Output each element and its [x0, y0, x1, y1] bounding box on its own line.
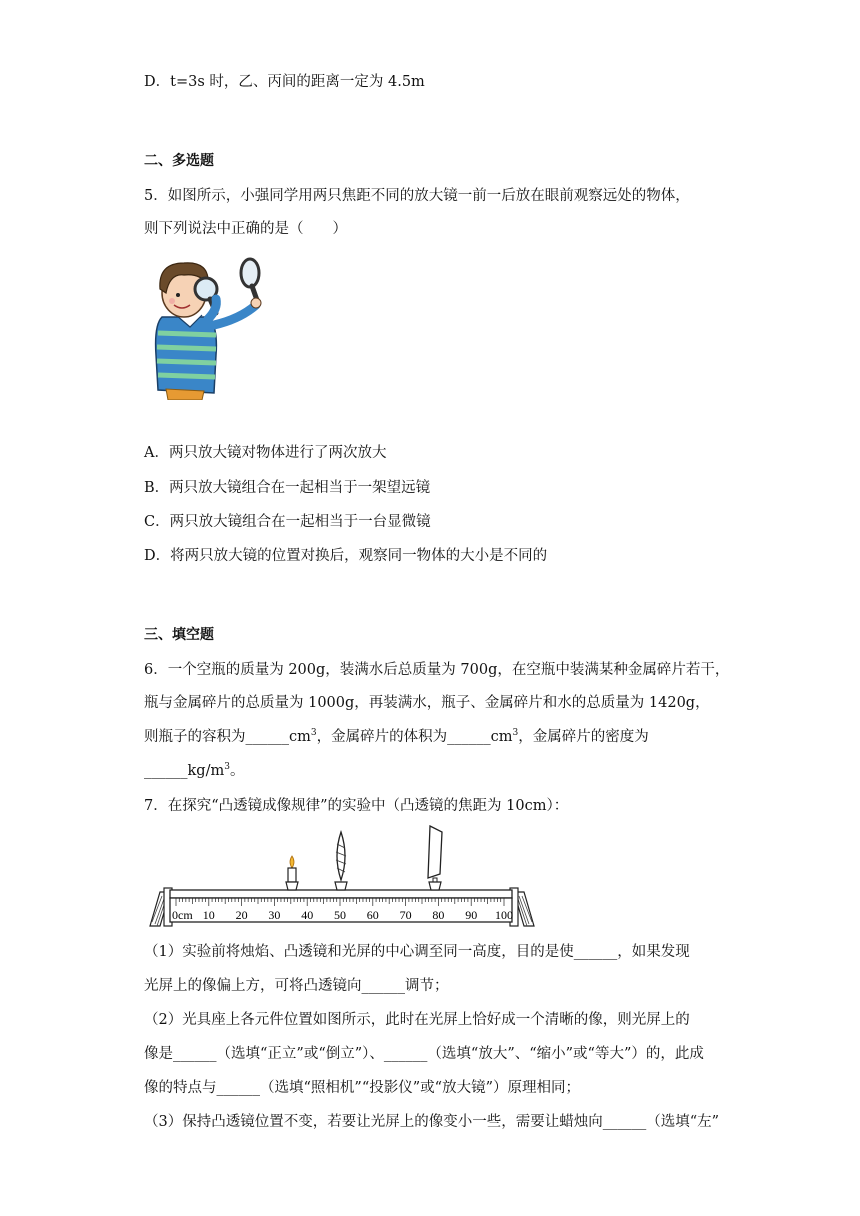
ruler-tick-label: 40 [301, 908, 314, 922]
q6-line3-part1: 则瓶子的容积为______cm [144, 729, 311, 745]
q7-part1-line1: （1）实验前将烛焰、凸透镜和光屏的中心调至同一高度，目的是使______，如果发现 [144, 944, 690, 960]
ruler-tick-label: 20 [235, 908, 248, 922]
q6-sup-volume1: 3 [310, 728, 317, 739]
ruler-tick-label: 90 [465, 908, 478, 922]
ruler-tick-label: 70 [399, 908, 412, 922]
q7-stem: 7．在探究“凸透镜成像规律”的实验中（凸透镜的焦距为 10cm）： [144, 798, 569, 814]
bench-left-stand [150, 888, 172, 926]
q7-part2-line1: （2）光具座上各元件位置如图所示，此时在光屏上恰好成一个清晰的像，则光屏上的 [144, 1012, 690, 1028]
q5-option-c: C．两只放大镜组合在一起相当于一台显微镜 [144, 514, 431, 530]
q6-line4-part2: 。 [229, 763, 245, 779]
q6-sup-density: 3 [224, 762, 230, 773]
optical-bench-figure [146, 822, 538, 930]
bench-right-stand [510, 888, 534, 926]
q5-option-a: A．两只放大镜对物体进行了两次放大 [144, 445, 387, 461]
ruler-tick-label: 100 [495, 908, 513, 922]
q6-line3-part2: ，金属碎片的体积为______cm [316, 729, 513, 745]
ruler-tick-label: 80 [432, 908, 445, 922]
q6-line1: 6．一个空瓶的质量为 200g，装满水后总质量为 700g，在空瓶中装满某种金属碎片若干， [144, 662, 730, 678]
ruler-tick-label: 50 [334, 908, 346, 922]
boy-with-magnifiers-illustration [144, 255, 274, 400]
q7-part1-line2: 光屏上的像偏上方，可将凸透镜向______调节； [144, 978, 449, 994]
q6-line2: 瓶与金属碎片的总质量为 1000g，再装满水，瓶子、金属碎片和水的总质量为 1420g， [144, 695, 710, 711]
candle [286, 856, 298, 890]
q7-part2-line3: 像的特点与______（选填“照相机”“投影仪”或“放大镜”）原理相同； [144, 1080, 580, 1096]
section-title-fill-in: 三、填空题 [144, 627, 214, 643]
q5-stem-line2: 则下列说法中正确的是（ ） [144, 221, 347, 237]
q4-option-d: D．t=3s 时，乙、丙间的距离一定为 4.5m [144, 74, 425, 90]
section-title-multiple-choice: 二、多选题 [144, 153, 214, 169]
ruler-tick-label: 0cm [172, 908, 193, 922]
q6-line3-part3: ，金属碎片的密度为 [518, 729, 649, 745]
ruler-tick-label: 10 [202, 908, 215, 922]
q6-line3 [144, 727, 649, 747]
q6-line4-part1: ______kg/m [144, 763, 225, 779]
convex-lens [335, 832, 347, 890]
q6-sup-volume2: 3 [512, 728, 519, 739]
q5-stem-line1: 5．如图所示，小强同学用两只焦距不同的放大镜一前一后放在眼前观察远处的物体， [144, 188, 690, 204]
ruler-tick-label: 60 [366, 908, 379, 922]
q5-option-d: D．将两只放大镜的位置对换后，观察同一物体的大小是不同的 [144, 548, 548, 564]
q7-part2-line2: 像是______（选填“正立”或“倒立”）、______（选填“放大”、“缩小”或“等大”）的，此成 [144, 1046, 704, 1062]
q5-option-b: B．两只放大镜组合在一起相当于一架望远镜 [144, 480, 431, 496]
bench-rail [170, 890, 512, 898]
light-screen [428, 826, 442, 890]
ruler-tick-label: 30 [268, 908, 281, 922]
q7-part3-line1: （3）保持凸透镜位置不变，若要让光屏上的像变小一些，需要让蜡烛向______（选填“左” [144, 1114, 720, 1130]
q6-line4 [144, 761, 244, 781]
